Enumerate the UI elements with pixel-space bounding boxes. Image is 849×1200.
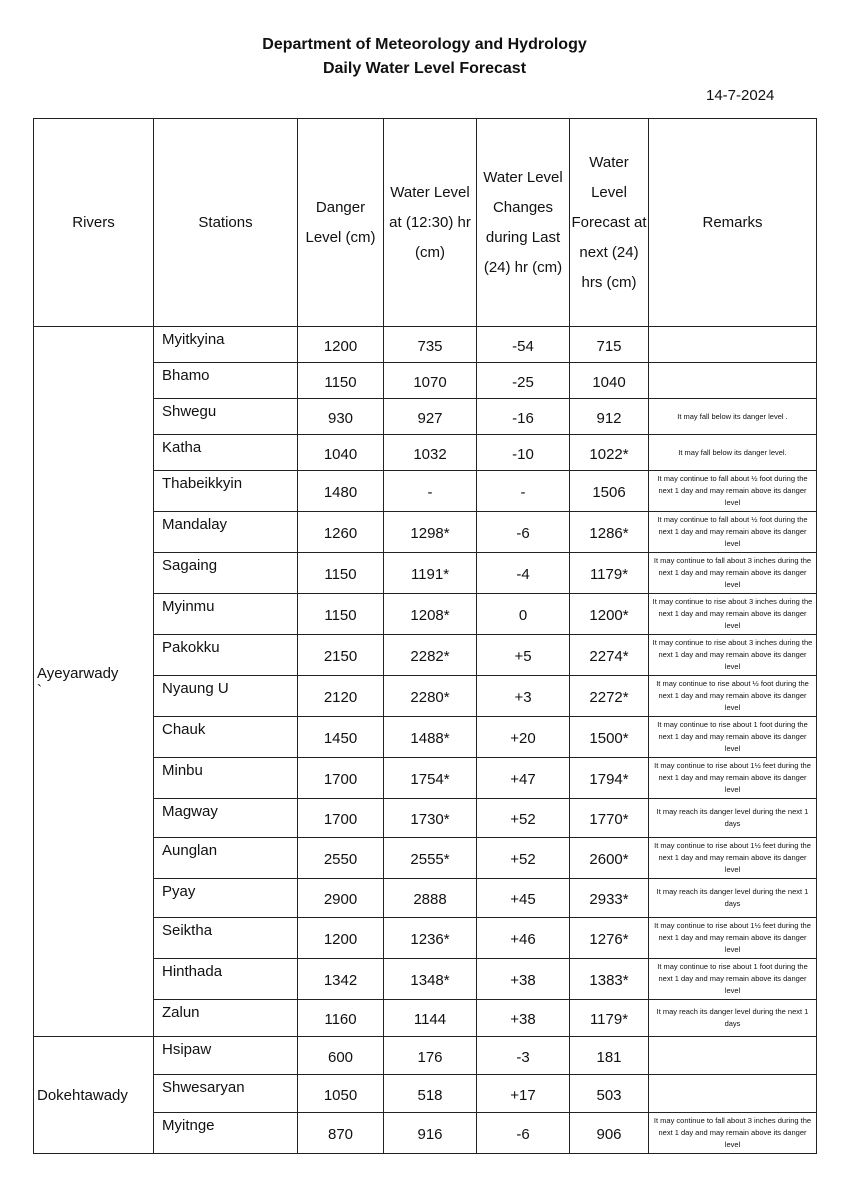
remark-cell: It may reach its danger level during the next 1 days [649, 799, 817, 838]
col-water-level: Water Level at (12:30) hr (cm) [384, 119, 477, 327]
danger-level-cell: 1260 [298, 512, 384, 553]
remark-cell: It may continue to rise about 1½ feet during the next 1 day and may remain above its danger level [649, 918, 817, 959]
river-cell [34, 1037, 154, 1154]
forecast-cell: 715 [570, 327, 649, 363]
remark-cell: It may continue to fall about 3 inches during the next 1 day and may remain above its danger level [649, 1113, 817, 1154]
station-cell: Myinmu [154, 594, 298, 635]
remark-cell: It may reach its danger level during the next 1 days [649, 879, 817, 918]
water-level-cell: 1298* [384, 512, 477, 553]
forecast-cell: 912 [570, 399, 649, 435]
station-cell: Mandalay [154, 512, 298, 553]
danger-level-cell: 600 [298, 1037, 384, 1075]
change-cell: +38 [477, 1000, 570, 1037]
water-level-cell: 1032 [384, 435, 477, 471]
remark-cell: It may continue to rise about 3 inches during the next 1 day and may remain above its danger level [649, 594, 817, 635]
water-level-cell: 176 [384, 1037, 477, 1075]
danger-level-cell: 1150 [298, 363, 384, 399]
change-cell: +3 [477, 676, 570, 717]
water-level-cell: 1754* [384, 758, 477, 799]
station-cell: Seiktha [154, 918, 298, 959]
water-level-cell: 1488* [384, 717, 477, 758]
station-cell: Myitnge [154, 1113, 298, 1154]
change-cell: +5 [477, 635, 570, 676]
department-title: Department of Meteorology and Hydrology [262, 36, 587, 53]
forecast-cell: 1500* [570, 717, 649, 758]
water-level-cell: 927 [384, 399, 477, 435]
change-cell: +20 [477, 717, 570, 758]
station-cell: Magway [154, 799, 298, 838]
danger-level-cell: 2900 [298, 879, 384, 918]
remark-cell [649, 1075, 817, 1113]
station-cell: Katha [154, 435, 298, 471]
water-level-cell: - [384, 471, 477, 512]
forecast-cell: 1022* [570, 435, 649, 471]
table-row [34, 327, 817, 363]
remark-cell: It may fall below its danger level. [649, 435, 817, 471]
change-cell: +45 [477, 879, 570, 918]
station-cell: Chauk [154, 717, 298, 758]
forecast-cell: 181 [570, 1037, 649, 1075]
river-name: Dokehtawady [37, 1086, 128, 1104]
danger-level-cell: 2550 [298, 838, 384, 879]
danger-level-cell: 1050 [298, 1075, 384, 1113]
table-body [34, 327, 817, 1154]
station-cell: Pakokku [154, 635, 298, 676]
water-level-cell: 1348* [384, 959, 477, 1000]
danger-level-cell: 1160 [298, 1000, 384, 1037]
remark-cell: It may continue to rise about 1½ feet during the next 1 day and may remain above its danger level [649, 758, 817, 799]
forecast-cell: 1040 [570, 363, 649, 399]
danger-level-cell: 1480 [298, 471, 384, 512]
station-cell: Myitkyina [154, 327, 298, 363]
remark-cell: It may continue to rise about 1½ feet during the next 1 day and may remain above its danger level [649, 838, 817, 879]
danger-level-cell: 1700 [298, 799, 384, 838]
change-cell: -3 [477, 1037, 570, 1075]
remark-cell: It may continue to rise about ½ foot during the next 1 day and may remain above its danger level [649, 676, 817, 717]
danger-level-cell: 2150 [298, 635, 384, 676]
change-cell: -4 [477, 553, 570, 594]
remark-cell: It may continue to fall about 3 inches during the next 1 day and may remain above its danger level [649, 553, 817, 594]
water-level-cell: 1208* [384, 594, 477, 635]
station-cell: Zalun [154, 1000, 298, 1037]
remark-cell: It may continue to rise about 1 foot during the next 1 day and may remain above its danger level [649, 717, 817, 758]
station-cell: Shwegu [154, 399, 298, 435]
forecast-cell: 1179* [570, 553, 649, 594]
remark-cell [649, 363, 817, 399]
station-cell: Pyay [154, 879, 298, 918]
forecast-cell: 2272* [570, 676, 649, 717]
danger-level-cell: 2120 [298, 676, 384, 717]
change-cell: -10 [477, 435, 570, 471]
water-level-cell: 1236* [384, 918, 477, 959]
station-cell: Sagaing [154, 553, 298, 594]
river-mark: ` [37, 681, 42, 699]
water-level-cell: 1730* [384, 799, 477, 838]
header-row [34, 119, 817, 327]
change-cell: -54 [477, 327, 570, 363]
forecast-cell: 1200* [570, 594, 649, 635]
station-cell: Hinthada [154, 959, 298, 1000]
water-level-cell: 1144 [384, 1000, 477, 1037]
col-rivers: Rivers [34, 119, 154, 327]
change-cell: +47 [477, 758, 570, 799]
change-cell: +52 [477, 799, 570, 838]
danger-level-cell: 1342 [298, 959, 384, 1000]
remark-cell: It may continue to rise about 1 foot during the next 1 day and may remain above its danger level [649, 959, 817, 1000]
station-cell: Thabeikkyin [154, 471, 298, 512]
danger-level-cell: 930 [298, 399, 384, 435]
danger-level-cell: 1150 [298, 553, 384, 594]
table-row [34, 1037, 817, 1075]
station-cell: Minbu [154, 758, 298, 799]
water-level-table [33, 118, 817, 1154]
remark-cell: It may fall below its danger level . [649, 399, 817, 435]
forecast-cell: 503 [570, 1075, 649, 1113]
forecast-cell: 1506 [570, 471, 649, 512]
remark-cell: It may continue to rise about 3 inches during the next 1 day and may remain above its danger level [649, 635, 817, 676]
water-level-cell: 2282* [384, 635, 477, 676]
forecast-cell: 906 [570, 1113, 649, 1154]
station-cell: Bhamo [154, 363, 298, 399]
danger-level-cell: 1040 [298, 435, 384, 471]
change-cell: +38 [477, 959, 570, 1000]
forecast-cell: 2600* [570, 838, 649, 879]
change-cell: +46 [477, 918, 570, 959]
forecast-cell: 1179* [570, 1000, 649, 1037]
col-stations: Stations [154, 119, 298, 327]
water-level-cell: 2888 [384, 879, 477, 918]
danger-level-cell: 1700 [298, 758, 384, 799]
report-date: 14-7-2024 [706, 87, 775, 104]
station-cell: Shwesaryan [154, 1075, 298, 1113]
forecast-cell: 1276* [570, 918, 649, 959]
change-cell: -25 [477, 363, 570, 399]
water-level-cell: 2280* [384, 676, 477, 717]
river-cell [34, 327, 154, 1037]
station-cell: Hsipaw [154, 1037, 298, 1075]
water-level-cell: 518 [384, 1075, 477, 1113]
forecast-cell: 1794* [570, 758, 649, 799]
change-cell: 0 [477, 594, 570, 635]
danger-level-cell: 1150 [298, 594, 384, 635]
station-cell: Nyaung U [154, 676, 298, 717]
col-remarks: Remarks [649, 119, 817, 327]
forecast-cell: 1770* [570, 799, 649, 838]
water-level-cell: 2555* [384, 838, 477, 879]
remark-cell: It may reach its danger level during the next 1 days [649, 1000, 817, 1037]
col-danger-level: Danger Level (cm) [298, 119, 384, 327]
change-cell: +17 [477, 1075, 570, 1113]
change-cell: -6 [477, 512, 570, 553]
col-forecast: Water Level Forecast at next (24) hrs (cm) [570, 119, 649, 327]
change-cell: +52 [477, 838, 570, 879]
remark-cell [649, 1037, 817, 1075]
forecast-title: Daily Water Level Forecast [322, 60, 527, 77]
forecast-cell: 1383* [570, 959, 649, 1000]
water-level-cell: 1191* [384, 553, 477, 594]
remark-cell: It may continue to fall about ½ foot during the next 1 day and may remain above its danger level [649, 512, 817, 553]
forecast-cell: 1286* [570, 512, 649, 553]
forecast-cell: 2274* [570, 635, 649, 676]
change-cell: -6 [477, 1113, 570, 1154]
station-cell: Aunglan [154, 838, 298, 879]
water-level-cell: 735 [384, 327, 477, 363]
danger-level-cell: 1200 [298, 918, 384, 959]
remark-cell: It may continue to fall about ½ foot during the next 1 day and may remain above its danger level [649, 471, 817, 512]
water-level-cell: 916 [384, 1113, 477, 1154]
river-name: Ayeyarwady [37, 664, 119, 682]
danger-level-cell: 1200 [298, 327, 384, 363]
change-cell: -16 [477, 399, 570, 435]
col-changes: Water Level Changes during Last (24) hr (cm) [477, 119, 570, 327]
water-level-cell: 1070 [384, 363, 477, 399]
danger-level-cell: 870 [298, 1113, 384, 1154]
change-cell: - [477, 471, 570, 512]
remark-cell [649, 327, 817, 363]
forecast-cell: 2933* [570, 879, 649, 918]
danger-level-cell: 1450 [298, 717, 384, 758]
